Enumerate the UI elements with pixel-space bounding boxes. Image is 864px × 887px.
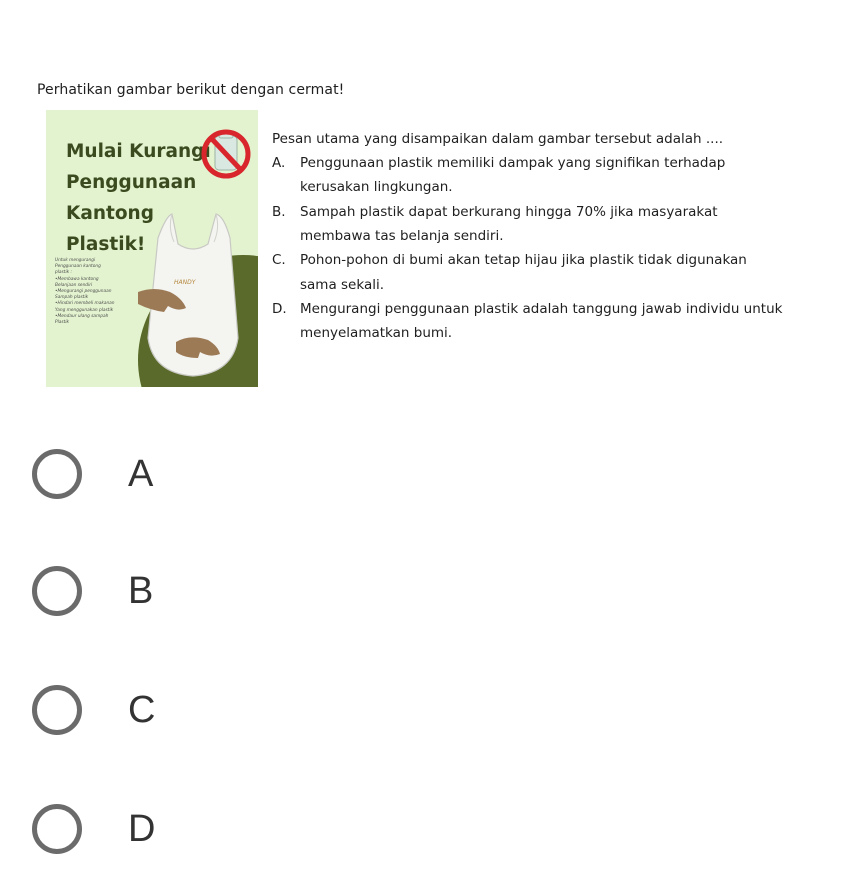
bag-brand-text: HANDY xyxy=(174,279,196,286)
option-line: Mengurangi penggunaan plastik adalah tanggung jawab individu untuk xyxy=(300,301,783,317)
option-letter: C. xyxy=(272,252,286,268)
answer-choice-b[interactable] xyxy=(32,566,292,626)
answer-label[interactable]: D xyxy=(128,808,156,850)
poster-title-line: Plastik! xyxy=(66,234,146,255)
poster-image xyxy=(46,110,258,387)
instruction-text: Perhatikan gambar berikut dengan cermat! xyxy=(37,82,345,98)
option-line: sama sekali. xyxy=(300,277,385,293)
option-letter: B. xyxy=(272,204,286,220)
poster-tip-line: •Mendaur ulang sampah xyxy=(55,313,109,319)
poster-tips xyxy=(55,258,165,326)
no-plastic-icon xyxy=(200,122,252,186)
question-stem: Pesan utama yang disampaikan dalam gambar tersebut adalah .... xyxy=(272,131,724,147)
question-option-d xyxy=(272,297,782,321)
poster-tip-line: Penggunaan kantong xyxy=(55,264,101,270)
radio-unchecked-icon[interactable] xyxy=(32,566,82,616)
poster-tip-line: Belanjaan sendiri xyxy=(55,282,93,288)
poster-tip-line: Yang menggunakan plastik xyxy=(55,307,114,313)
option-line: membawa tas belanja sendiri. xyxy=(300,228,504,244)
poster-tip-line: •Membawa kantong xyxy=(55,276,99,282)
radio-unchecked-icon[interactable] xyxy=(32,449,82,499)
option-line: Sampah plastik dapat berkurang hingga 70% jika masyarakat xyxy=(300,204,718,220)
option-line: Penggunaan plastik memiliki dampak yang signifikan terhadap xyxy=(300,155,726,171)
poster-tip-line: Sampah plastik xyxy=(55,295,89,301)
answer-choice-a[interactable] xyxy=(32,449,292,509)
answer-choice-d[interactable] xyxy=(32,804,292,864)
option-line: kerusakan lingkungan. xyxy=(300,179,453,195)
radio-unchecked-icon[interactable] xyxy=(32,804,82,854)
option-letter: D. xyxy=(272,301,287,317)
question-option-b xyxy=(272,200,718,224)
poster-tip-line: Untuk mengurangi xyxy=(55,258,96,263)
poster-tip-line: •Hindari membeli makanan xyxy=(55,301,115,307)
answer-label[interactable]: B xyxy=(128,570,154,612)
poster-title-line: Mulai Kurangi xyxy=(66,141,211,162)
option-line: Pohon-pohon di bumi akan tetap hijau jika plastik tidak digunakan xyxy=(300,252,747,268)
poster-tip-line: Plastik xyxy=(55,320,70,326)
poster-tip-line: plastik : xyxy=(55,270,72,276)
radio-unchecked-icon[interactable] xyxy=(32,685,82,735)
answer-label[interactable]: A xyxy=(128,453,154,495)
answer-label[interactable]: C xyxy=(128,689,156,731)
poster-title-line: Penggunaan xyxy=(66,172,197,193)
option-letter: A. xyxy=(272,155,286,171)
question-option-c xyxy=(272,248,747,272)
option-line: menyelamatkan bumi. xyxy=(300,325,453,341)
answer-choice-c[interactable] xyxy=(32,685,292,745)
question-option-a xyxy=(272,151,725,175)
poster-title-line: Kantong xyxy=(66,203,154,224)
poster-tip-line: •Mengurangi penggunaan xyxy=(55,289,112,295)
